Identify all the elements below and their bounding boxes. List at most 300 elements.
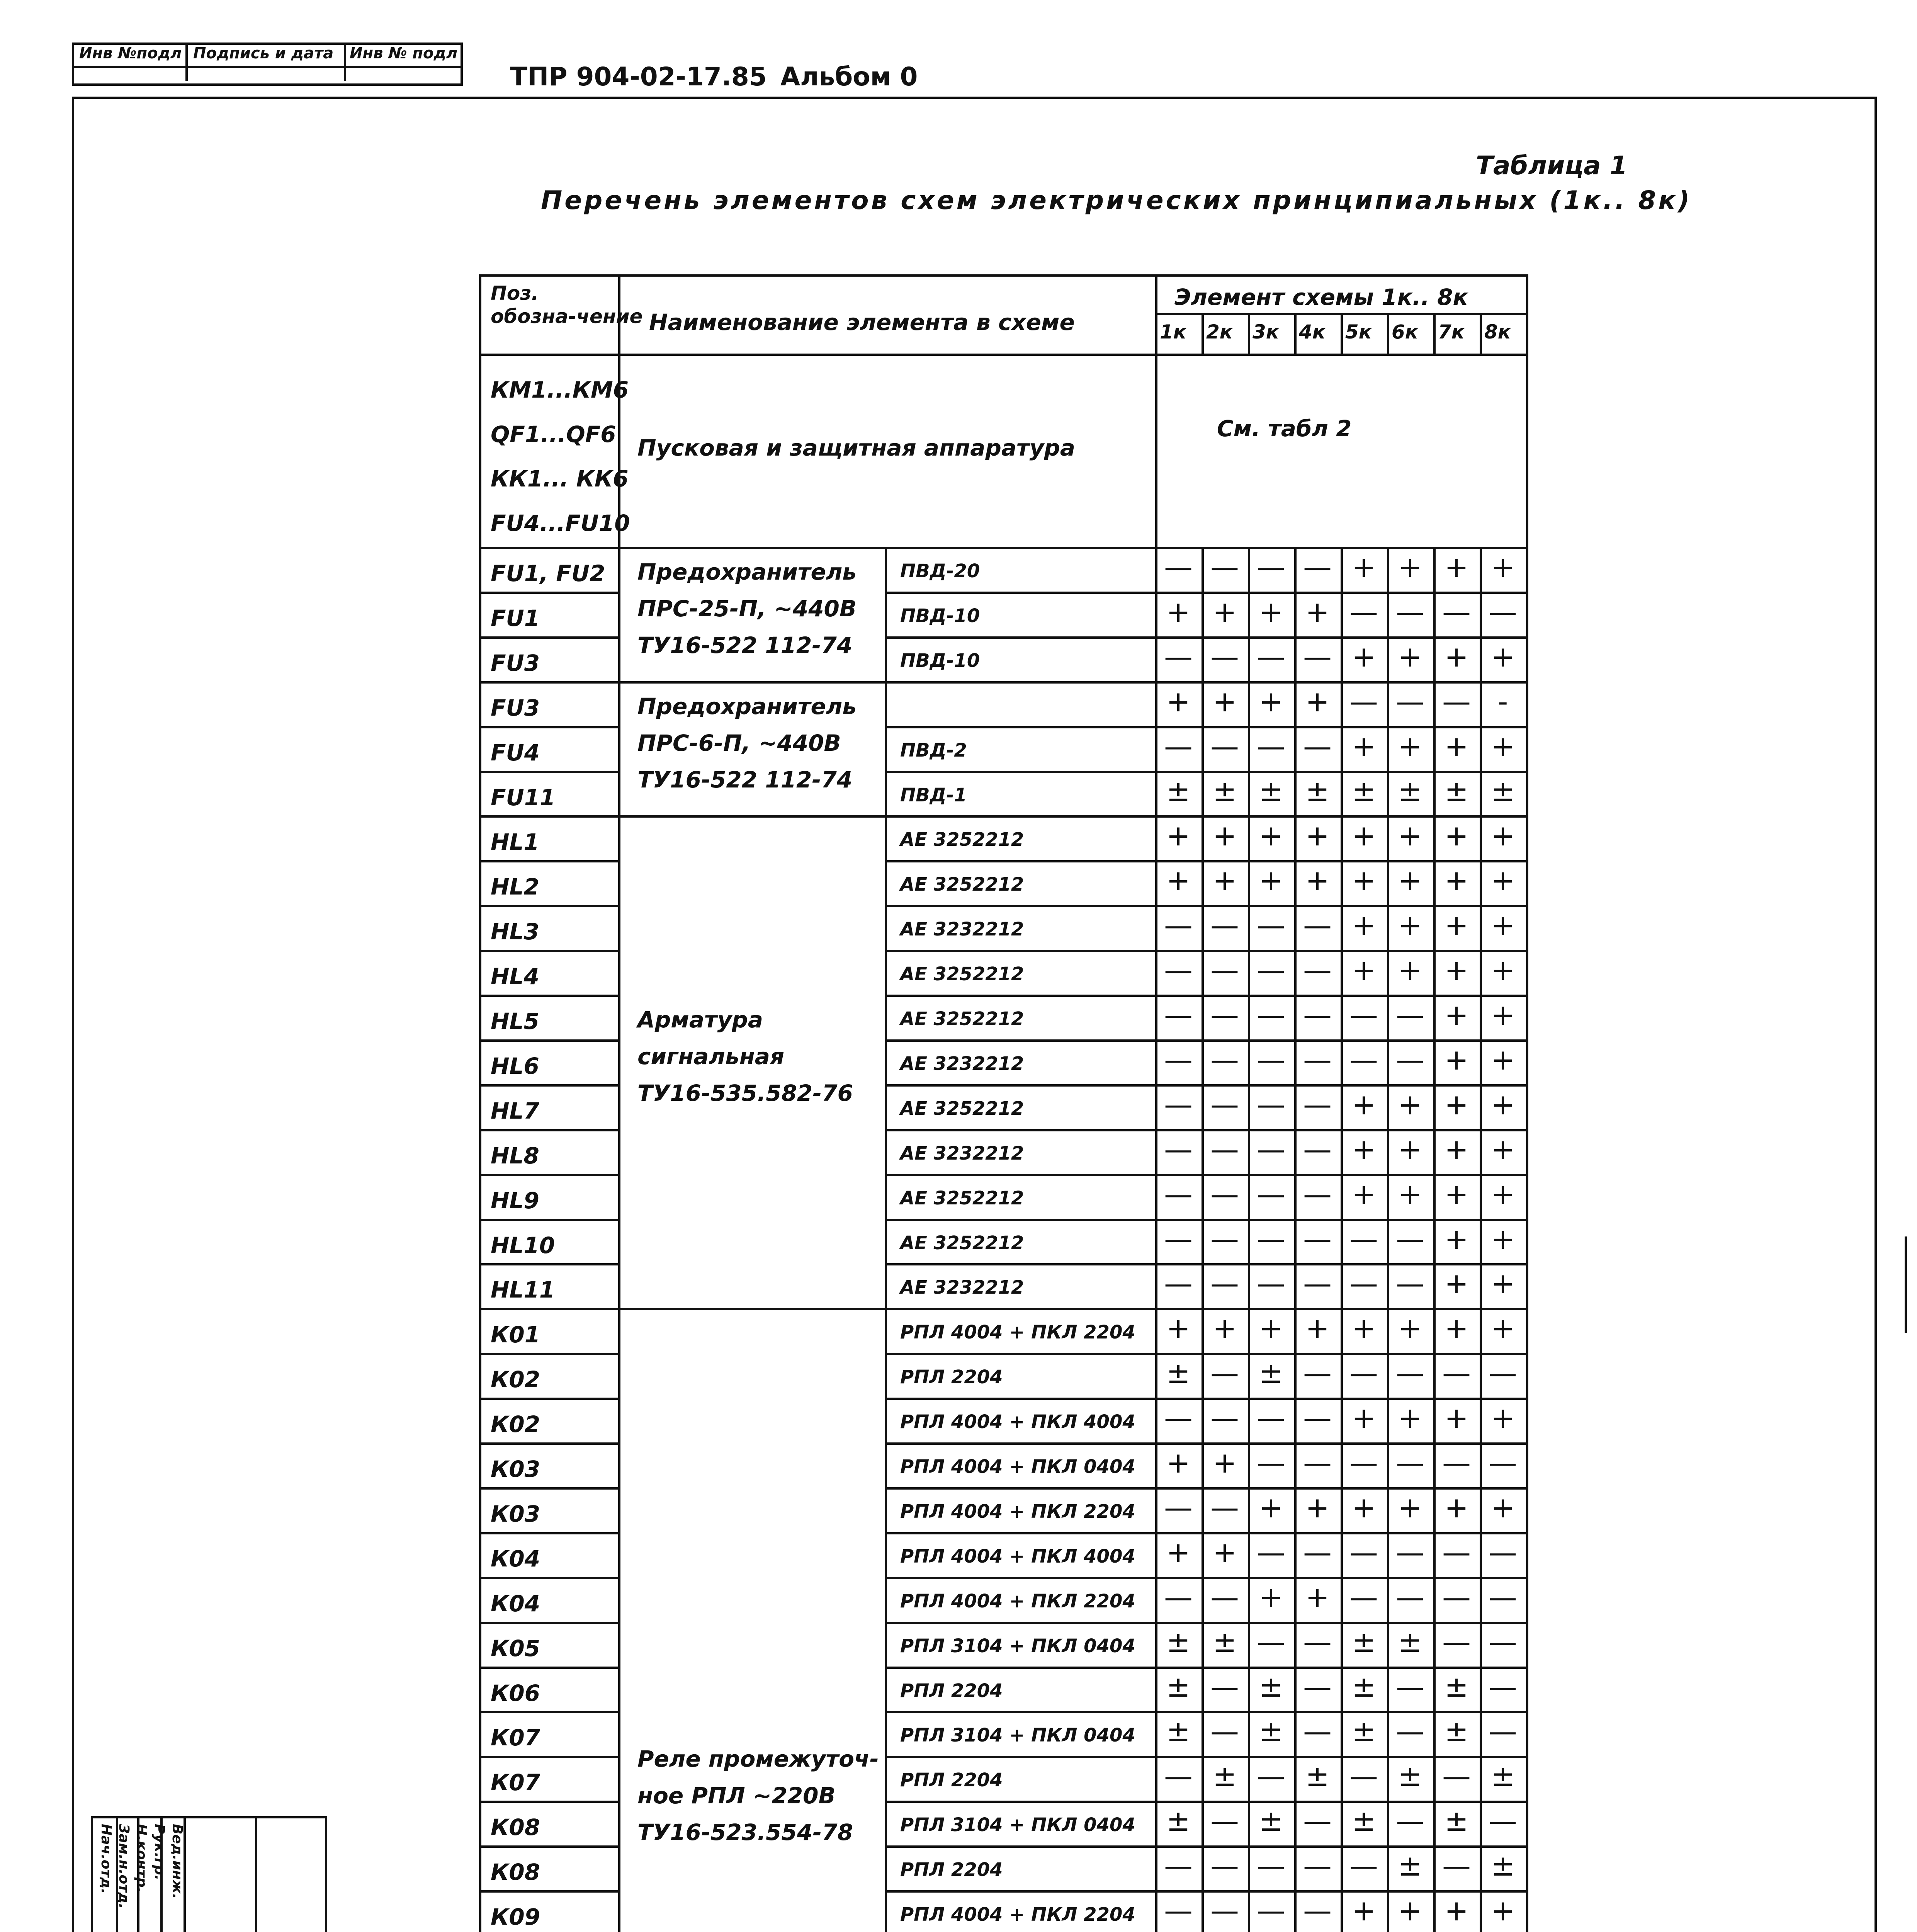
scheme-col-4к: 4к	[1299, 321, 1326, 343]
scheme-mark: +	[1444, 1894, 1468, 1927]
row-rule	[885, 1756, 1528, 1758]
scheme-mark: ±	[1444, 1715, 1468, 1748]
row-type: РПЛ 4004 + ПКЛ 2204	[900, 1590, 1135, 1612]
scheme-mark: —	[1257, 1267, 1285, 1301]
scheme-mark: —	[1442, 1536, 1471, 1569]
scheme-mark: —	[1257, 1625, 1285, 1659]
scheme-mark: ±	[1259, 1670, 1283, 1704]
scheme-mark: +	[1398, 819, 1422, 853]
scheme-mark: +	[1398, 1088, 1422, 1121]
scheme-col-3к: 3к	[1253, 321, 1279, 343]
scheme-mark: —	[1303, 998, 1332, 1032]
scheme-mark: +	[1444, 864, 1468, 898]
row-pos: HL3	[491, 918, 539, 945]
row-rule	[479, 1442, 620, 1445]
row-type: ПВД-2	[900, 739, 967, 761]
scheme-mark: —	[1349, 1849, 1378, 1883]
scheme-mark: -	[1497, 685, 1508, 718]
scheme-mark: —	[1257, 1536, 1285, 1569]
scheme-mark: —	[1164, 1849, 1193, 1883]
scheme-mark: +	[1444, 909, 1468, 942]
row-type: АЕ 3232212	[900, 1142, 1024, 1164]
scheme-mark: +	[1490, 954, 1515, 987]
scheme-mark: +	[1212, 819, 1237, 853]
row-pos: HL5	[491, 1008, 539, 1034]
group-name-line: ТУ16-523.554-78	[637, 1819, 853, 1845]
scheme-mark: —	[1164, 1401, 1193, 1435]
scheme-col-divider	[1433, 313, 1436, 356]
scheme-mark: +	[1444, 640, 1468, 673]
row-pos: К03	[491, 1500, 540, 1527]
album-label: Альбом 0	[780, 62, 918, 92]
group-name-line: Предохранитель	[637, 693, 857, 720]
scheme-mark: ±	[1398, 1625, 1422, 1659]
row-pos: К02	[491, 1366, 540, 1393]
scheme-mark: ±	[1259, 1804, 1283, 1838]
scheme-mark: —	[1303, 551, 1332, 584]
scheme-mark: ±	[1212, 1625, 1237, 1659]
scheme-mark: ±	[1166, 774, 1190, 808]
scheme-mark: +	[1166, 1536, 1190, 1569]
scheme-mark: —	[1164, 909, 1193, 942]
row-rule	[885, 636, 1528, 639]
scheme-mark: +	[1398, 551, 1422, 584]
row-type: РПЛ 2204	[900, 1366, 1003, 1388]
row-type: ПВД-1	[900, 784, 967, 806]
scheme-mark: +	[1259, 819, 1283, 853]
scheme-mark: +	[1166, 595, 1190, 629]
tb-role: Нач.отд.	[98, 1824, 114, 1894]
scheme-mark: +	[1490, 819, 1515, 853]
scheme-mark: +	[1351, 864, 1376, 898]
row-rule	[479, 1577, 620, 1579]
scheme-mark: —	[1303, 1222, 1332, 1256]
scheme-mark: +	[1351, 1088, 1376, 1121]
stamp-label-3: Инв № подл	[350, 44, 458, 62]
row-rule	[885, 1577, 1528, 1579]
scheme-mark: +	[1490, 1133, 1515, 1166]
row-pos: HL11	[491, 1277, 555, 1303]
scheme-mark: +	[1490, 1491, 1515, 1524]
scheme-col-divider	[1480, 313, 1482, 356]
row-pos: FU1	[491, 605, 540, 631]
row-rule	[885, 1622, 1528, 1624]
scheme-mark: +	[1212, 685, 1237, 718]
scheme-mark: ±	[1259, 1715, 1283, 1748]
scheme-mark: —	[1442, 595, 1471, 629]
scheme-mark: —	[1489, 1670, 1517, 1704]
row-type: РПЛ 4004 + ПКЛ 2204	[900, 1904, 1135, 1925]
scheme-mark: —	[1164, 1491, 1193, 1524]
row-pos: К08	[491, 1859, 540, 1886]
scheme-mark: —	[1489, 1804, 1517, 1838]
scheme-col-5к: 5к	[1345, 321, 1372, 343]
scheme-mark: +	[1444, 1133, 1468, 1166]
scheme-mark: —	[1164, 1222, 1193, 1256]
scheme-mark: ±	[1444, 774, 1468, 808]
scheme-mark: —	[1257, 1088, 1285, 1121]
scheme-mark: +	[1490, 640, 1515, 673]
row-rule	[479, 681, 1528, 684]
scheme-mark: ±	[1444, 1670, 1468, 1704]
scheme-mark: —	[1257, 954, 1285, 987]
row-rule	[479, 1308, 1528, 1310]
scheme-mark: —	[1164, 954, 1193, 987]
row-type: АЕ 3252212	[900, 874, 1024, 896]
scheme-mark: +	[1351, 1491, 1376, 1524]
scheme-mark: ±	[1351, 1715, 1376, 1748]
scheme-mark: —	[1303, 1088, 1332, 1121]
scheme-mark: —	[1210, 1401, 1239, 1435]
row-pos: К09	[491, 1904, 540, 1930]
row-rule	[885, 995, 1528, 997]
scheme-mark: —	[1210, 1177, 1239, 1211]
scheme-mark: —	[1303, 1177, 1332, 1211]
scheme-mark: —	[1396, 685, 1424, 718]
scheme-mark: —	[1210, 1222, 1239, 1256]
group-name-line: Реле промежуточ-	[637, 1745, 879, 1772]
scheme-mark: +	[1166, 819, 1190, 853]
scheme-mark: +	[1259, 595, 1283, 629]
row-type: АЕ 3252212	[900, 1097, 1024, 1119]
row-rule	[479, 1174, 620, 1176]
row-pos: К08	[491, 1814, 540, 1841]
scheme-mark: —	[1210, 1043, 1239, 1077]
row-type: РПЛ 2204	[900, 1680, 1003, 1702]
scheme-mark: —	[1164, 998, 1193, 1032]
row-type: РПЛ 4004 + ПКЛ 4004	[900, 1545, 1135, 1567]
scheme-mark: +	[1398, 1491, 1422, 1524]
scheme-mark: +	[1351, 551, 1376, 584]
scheme-mark: —	[1489, 595, 1517, 629]
scheme-mark: +	[1490, 998, 1515, 1032]
table-caption: Таблица 1	[1476, 151, 1628, 180]
scheme-mark: —	[1396, 1043, 1424, 1077]
row-rule	[885, 1801, 1528, 1803]
scheme-mark: —	[1164, 1760, 1193, 1793]
scheme-mark: ±	[1351, 1670, 1376, 1704]
scheme-mark: —	[1442, 1760, 1471, 1793]
scheme-mark: —	[1442, 1357, 1471, 1390]
group-name-line: ТУ16-535.582-76	[637, 1080, 853, 1107]
row-rule	[479, 815, 1528, 818]
scheme-mark: +	[1398, 1401, 1422, 1435]
scheme-mark: +	[1351, 730, 1376, 763]
scheme-mark: —	[1303, 1401, 1332, 1435]
scheme-mark: +	[1351, 819, 1376, 853]
row-rule	[885, 1174, 1528, 1176]
row-rule	[479, 1711, 620, 1713]
scheme-mark: —	[1489, 1715, 1517, 1748]
scheme-mark: +	[1444, 819, 1468, 853]
row-pos: HL6	[491, 1053, 539, 1079]
scheme-mark: —	[1442, 1446, 1471, 1480]
scheme-mark: —	[1349, 1222, 1378, 1256]
scheme-mark: +	[1398, 1894, 1422, 1927]
scheme-mark: —	[1210, 730, 1239, 763]
scheme-mark: —	[1210, 1804, 1239, 1838]
scheme-mark: —	[1164, 1088, 1193, 1121]
scheme-col-6к: 6к	[1392, 321, 1418, 343]
scheme-mark: —	[1303, 1804, 1332, 1838]
scheme-mark: —	[1210, 998, 1239, 1032]
scheme-mark: —	[1349, 1536, 1378, 1569]
scheme-mark: —	[1164, 1894, 1193, 1927]
first-group-pos: КК1... КК6	[491, 466, 629, 492]
scheme-mark: +	[1212, 864, 1237, 898]
row-rule	[479, 1622, 620, 1624]
group-name-line: сигнальная	[637, 1043, 785, 1070]
scheme-mark: —	[1396, 1536, 1424, 1569]
row-pos: FU11	[491, 784, 556, 811]
row-rule	[885, 1711, 1528, 1713]
scheme-mark: —	[1442, 1580, 1471, 1614]
tb-role: Вед.инж.	[169, 1824, 185, 1899]
row-type: АЕ 3252212	[900, 963, 1024, 985]
row-rule	[885, 1487, 1528, 1490]
scheme-mark: —	[1257, 1133, 1285, 1166]
scheme-col-divider	[1202, 547, 1204, 1932]
group-name-line: ТУ16-522 112-74	[637, 632, 853, 659]
row-rule	[885, 1263, 1528, 1265]
scheme-mark: +	[1305, 1491, 1329, 1524]
row-rule	[479, 726, 620, 728]
scheme-mark: —	[1210, 1088, 1239, 1121]
row-type: РПЛ 3104 + ПКЛ 0404	[900, 1725, 1135, 1747]
row-rule	[479, 1353, 620, 1355]
scheme-mark: —	[1257, 1849, 1285, 1883]
scheme-col-divider	[1341, 313, 1343, 356]
scheme-mark: +	[1398, 1177, 1422, 1211]
scheme-mark: +	[1166, 685, 1190, 718]
row-rule	[885, 592, 1528, 594]
row-pos: К07	[491, 1769, 540, 1796]
row-rule	[479, 1845, 620, 1848]
scheme-col-1к: 1к	[1160, 321, 1186, 343]
scheme-mark: —	[1164, 1580, 1193, 1614]
row-pos: К05	[491, 1635, 540, 1662]
first-group-ref: См. табл 2	[1217, 415, 1352, 442]
row-type: ПВД-10	[900, 605, 980, 627]
scheme-mark: —	[1396, 1357, 1424, 1390]
row-rule	[479, 1398, 620, 1400]
group-name-line: ПРС-25-П, ~440В	[637, 595, 857, 622]
scheme-mark: +	[1351, 954, 1376, 987]
scheme-mark: —	[1164, 1043, 1193, 1077]
scheme-mark: —	[1257, 1894, 1285, 1927]
row-pos: FU3	[491, 694, 540, 721]
scheme-mark: —	[1210, 954, 1239, 987]
scheme-mark: —	[1210, 1670, 1239, 1704]
page-title: Перечень элементов схем электрических принципиальных (1к.. 8к)	[541, 185, 1692, 215]
scheme-mark: +	[1444, 1401, 1468, 1435]
row-pos: HL7	[491, 1097, 539, 1124]
scheme-mark: —	[1489, 1625, 1517, 1659]
scheme-mark: —	[1210, 1133, 1239, 1166]
row-rule	[479, 1532, 620, 1534]
row-pos: К06	[491, 1680, 540, 1706]
row-pos: HL1	[491, 829, 539, 855]
scheme-mark: ±	[1259, 1357, 1283, 1390]
scheme-mark: +	[1490, 551, 1515, 584]
row-pos: HL8	[491, 1142, 539, 1169]
row-pos: FU3	[491, 650, 540, 676]
scheme-mark: —	[1257, 1446, 1285, 1480]
scheme-mark: —	[1164, 730, 1193, 763]
scheme-mark: —	[1164, 1133, 1193, 1166]
row-pos: HL2	[491, 874, 539, 900]
scheme-mark: +	[1166, 864, 1190, 898]
scheme-mark: —	[1396, 1267, 1424, 1301]
row-rule	[479, 1129, 620, 1131]
scheme-mark: +	[1444, 1267, 1468, 1301]
scheme-mark: —	[1303, 1670, 1332, 1704]
scheme-mark: ±	[1490, 774, 1515, 808]
scheme-mark: +	[1490, 909, 1515, 942]
scheme-mark: +	[1259, 1312, 1283, 1345]
group-name-line: ное РПЛ ~220В	[637, 1782, 836, 1809]
table-border-right	[1526, 274, 1528, 1932]
scheme-col-divider	[1248, 547, 1250, 1932]
group-name-line: Арматура	[637, 1007, 763, 1033]
scheme-mark: ±	[1166, 1804, 1190, 1838]
scheme-col-8к: 8к	[1484, 321, 1511, 343]
scheme-mark: +	[1212, 1536, 1237, 1569]
scheme-mark: +	[1351, 1133, 1376, 1166]
scheme-mark: —	[1303, 730, 1332, 763]
scheme-mark: —	[1489, 1536, 1517, 1569]
scheme-mark: +	[1398, 1312, 1422, 1345]
first-group-pos: КМ1...КМ6	[491, 377, 629, 403]
scheme-mark: +	[1305, 819, 1329, 853]
scheme-mark: —	[1210, 640, 1239, 673]
row-rule	[479, 636, 620, 639]
row-type: РПЛ 2204	[900, 1769, 1003, 1791]
stamp-label-2: Подпись и дата	[193, 44, 334, 62]
col-divider-type	[885, 547, 887, 1932]
scheme-mark: —	[1303, 1357, 1332, 1390]
row-type: АЕ 3232212	[900, 1277, 1024, 1299]
scheme-mark: +	[1490, 1312, 1515, 1345]
row-rule	[885, 905, 1528, 907]
row-rule	[479, 771, 620, 773]
scheme-mark: —	[1442, 1849, 1471, 1883]
scheme-mark: —	[1489, 1446, 1517, 1480]
tb-role: Н.контр.	[134, 1824, 150, 1893]
scheme-mark: —	[1349, 595, 1378, 629]
scheme-mark: ±	[1166, 1670, 1190, 1704]
scheme-mark: +	[1398, 864, 1422, 898]
scheme-mark: —	[1164, 640, 1193, 673]
scheme-mark: —	[1257, 998, 1285, 1032]
row-rule	[885, 1398, 1528, 1400]
header-name: Наименование элемента в схеме	[649, 309, 1075, 335]
scheme-mark: +	[1166, 1446, 1190, 1480]
scheme-mark: +	[1444, 1312, 1468, 1345]
scheme-mark: +	[1305, 1580, 1329, 1614]
header-pos-1: Поз.	[491, 282, 539, 304]
scheme-mark: —	[1489, 1357, 1517, 1390]
row-rule	[479, 1801, 620, 1803]
row-type: АЕ 3232212	[900, 1053, 1024, 1075]
tb-role: Зам.н.отд.	[116, 1824, 132, 1909]
scheme-mark: +	[1490, 1177, 1515, 1211]
scheme-mark: ±	[1166, 1715, 1190, 1748]
scheme-mark: +	[1351, 640, 1376, 673]
col-divider-marks	[1155, 274, 1157, 1932]
row-rule	[885, 860, 1528, 862]
scheme-mark: +	[1351, 909, 1376, 942]
row-pos: HL9	[491, 1187, 539, 1214]
scheme-mark: —	[1349, 1446, 1378, 1480]
row-pos: К03	[491, 1456, 540, 1482]
scheme-mark: —	[1396, 1715, 1424, 1748]
scheme-mark: —	[1349, 998, 1378, 1032]
scheme-mark: —	[1349, 1043, 1378, 1077]
scheme-mark: —	[1349, 1580, 1378, 1614]
row-type: РПЛ 2204	[900, 1859, 1003, 1881]
scheme-mark: —	[1303, 1267, 1332, 1301]
scheme-mark: —	[1210, 1267, 1239, 1301]
scheme-mark: +	[1444, 998, 1468, 1032]
scheme-mark: +	[1398, 954, 1422, 987]
row-pos: FU1, FU2	[491, 560, 605, 587]
scheme-mark: +	[1490, 1222, 1515, 1256]
scheme-mark: ±	[1305, 1760, 1329, 1793]
header-scheme: Элемент схемы 1к.. 8к	[1174, 284, 1468, 310]
scheme-mark: +	[1490, 1894, 1515, 1927]
scheme-mark: +	[1351, 1312, 1376, 1345]
scheme-mark: +	[1398, 909, 1422, 942]
scheme-mark: +	[1351, 1894, 1376, 1927]
scheme-mark: —	[1164, 551, 1193, 584]
scheme-mark: —	[1396, 595, 1424, 629]
row-type: РПЛ 4004 + ПКЛ 4004	[900, 1411, 1135, 1433]
row-rule	[479, 950, 620, 952]
scheme-mark: +	[1305, 864, 1329, 898]
scheme-mark: —	[1396, 1580, 1424, 1614]
row-type: РПЛ 4004 + ПКЛ 2204	[900, 1500, 1135, 1522]
scheme-mark: +	[1398, 730, 1422, 763]
scheme-mark: —	[1210, 1491, 1239, 1524]
scheme-mark: +	[1444, 954, 1468, 987]
scheme-mark: —	[1257, 551, 1285, 584]
table-border-top	[479, 274, 1528, 277]
scheme-col-divider	[1433, 547, 1436, 1932]
row-rule	[479, 592, 620, 594]
scheme-mark: ±	[1305, 774, 1329, 808]
scheme-col-divider	[1294, 547, 1297, 1932]
scheme-mark: —	[1257, 1043, 1285, 1077]
group-name-line: ПРС-6-П, ~440В	[637, 730, 841, 757]
row-rule	[479, 860, 620, 862]
scheme-mark: —	[1396, 998, 1424, 1032]
stray-edge-mark	[1905, 1236, 1907, 1333]
scheme-col-7к: 7к	[1438, 321, 1465, 343]
row-rule	[885, 726, 1528, 728]
scheme-mark: —	[1164, 1267, 1193, 1301]
scheme-mark: —	[1349, 1760, 1378, 1793]
scheme-mark: —	[1210, 909, 1239, 942]
scheme-mark: —	[1257, 730, 1285, 763]
scheme-mark: +	[1490, 1401, 1515, 1435]
scheme-mark: —	[1257, 1401, 1285, 1435]
scheme-mark: —	[1396, 1446, 1424, 1480]
scheme-mark: —	[1210, 551, 1239, 584]
row-rule	[885, 950, 1528, 952]
row-rule	[479, 1219, 620, 1221]
scheme-mark: —	[1303, 1043, 1332, 1077]
